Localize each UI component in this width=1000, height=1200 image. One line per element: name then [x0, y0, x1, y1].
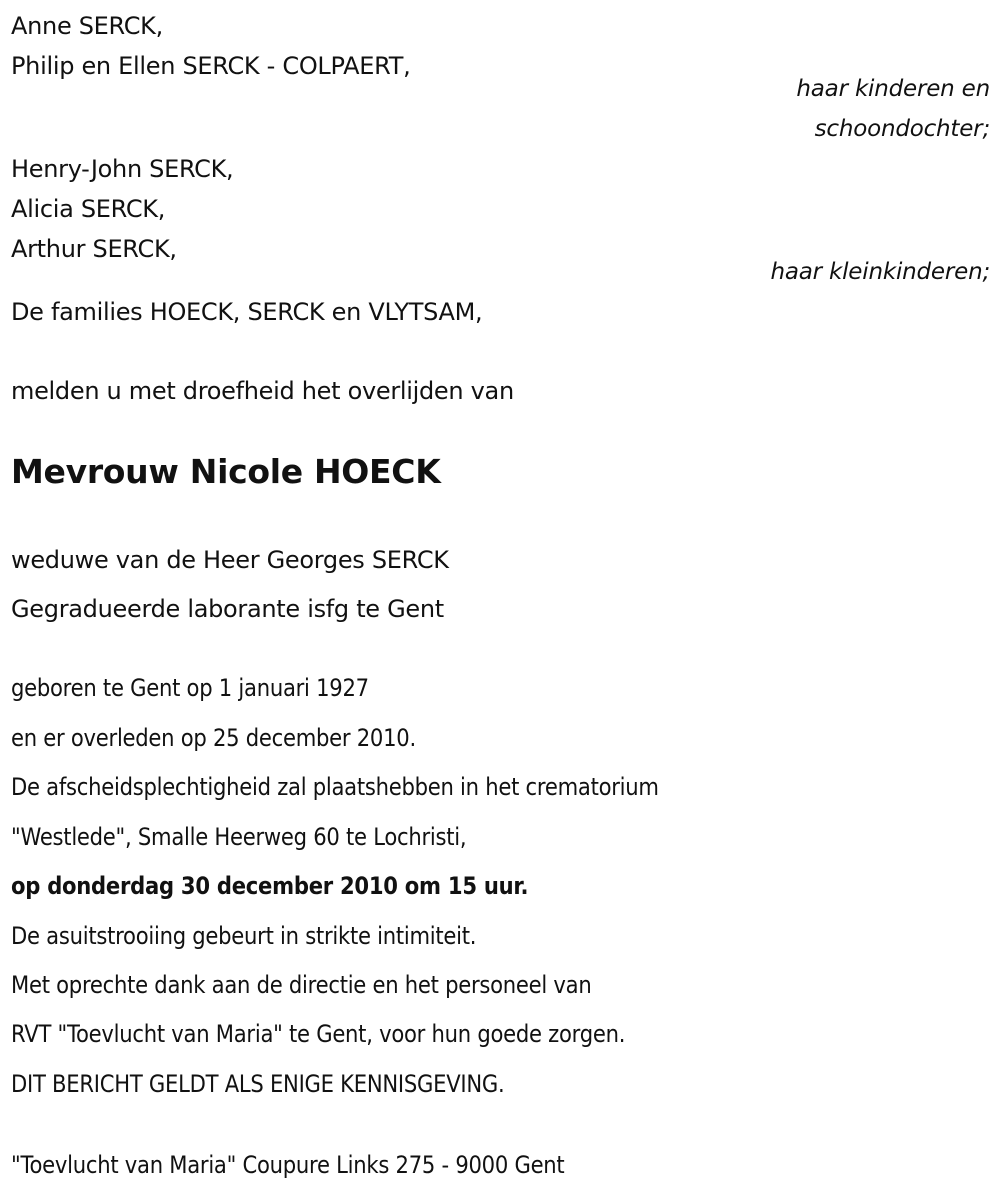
- families: De families HOECK, SERCK en VLYTSAM,: [11, 298, 483, 326]
- death-details: en er overleden op 25 december 2010.: [11, 724, 416, 752]
- ceremony-text: De afscheidsplechtigheid zal plaatshebben in het crematorium: [11, 773, 659, 801]
- ceremony-datetime: op donderdag 30 december 2010 om 15 uur.: [11, 872, 529, 900]
- grandchild-name: Henry-John SERCK,: [11, 155, 234, 183]
- thanks-text: Met oprechte dank aan de directie en het personeel van: [11, 971, 592, 999]
- thanks-text: RVT "Toevlucht van Maria" te Gent, voor hun goede zorgen.: [11, 1020, 626, 1048]
- child-name: Anne SERCK,: [11, 12, 163, 40]
- notice-text: DIT BERICHT GELDT ALS ENIGE KENNISGEVING.: [11, 1070, 505, 1098]
- grandchild-name: Arthur SERCK,: [11, 235, 177, 263]
- birth-details: geboren te Gent op 1 januari 1927: [11, 674, 369, 702]
- grandchild-name: Alicia SERCK,: [11, 195, 166, 223]
- children-role: schoondochter;: [814, 116, 990, 142]
- occupation: Gegradueerde laborante isfg te Gent: [11, 595, 444, 623]
- address: "Toevlucht van Maria" Coupure Links 275 - 9000 Gent: [11, 1151, 565, 1179]
- announcement: melden u met droefheid het overlijden van: [11, 377, 514, 405]
- widow-of: weduwe van de Heer Georges SERCK: [11, 546, 449, 574]
- deceased-name: Mevrouw Nicole HOECK: [11, 452, 441, 491]
- child-name: Philip en Ellen SERCK - COLPAERT,: [11, 52, 411, 80]
- children-role: haar kinderen en: [796, 76, 990, 102]
- ceremony-location: "Westlede", Smalle Heerweg 60 te Lochristi,: [11, 823, 467, 851]
- ashes-text: De asuitstrooiing gebeurt in strikte intimiteit.: [11, 922, 477, 950]
- grandchildren-role: haar kleinkinderen;: [770, 259, 990, 285]
